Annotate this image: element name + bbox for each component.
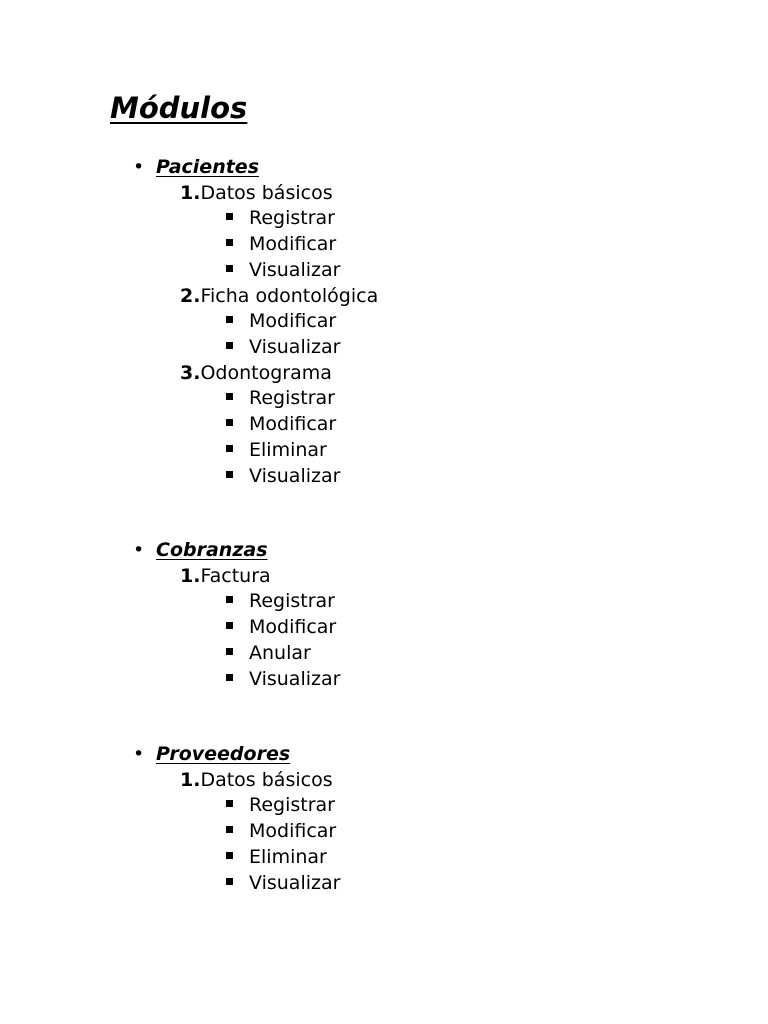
page-title: Módulos xyxy=(110,91,248,125)
section-item xyxy=(180,767,333,793)
square-bullet-icon xyxy=(226,213,233,220)
action-label: Visualizar xyxy=(249,872,341,894)
action-label: Modificar xyxy=(249,616,337,638)
module-name: Pacientes xyxy=(156,156,259,178)
square-bullet-icon xyxy=(226,878,233,885)
module-item xyxy=(133,537,268,563)
module-item xyxy=(133,154,259,180)
square-bullet-icon xyxy=(226,239,233,246)
section-item xyxy=(180,360,332,386)
square-bullet-icon xyxy=(226,265,233,272)
section-item xyxy=(180,283,378,309)
module-name: Proveedores xyxy=(156,743,291,765)
action-label: Visualizar xyxy=(249,336,341,358)
square-bullet-icon xyxy=(226,800,233,807)
action-label: Anular xyxy=(249,642,311,664)
square-bullet-icon xyxy=(226,316,233,323)
action-label: Visualizar xyxy=(249,465,341,487)
action-label: Modificar xyxy=(249,233,337,255)
action-item xyxy=(226,614,336,640)
action-item xyxy=(226,463,340,489)
square-bullet-icon xyxy=(226,342,233,349)
section-number: 3. xyxy=(180,362,201,384)
action-item xyxy=(226,666,340,692)
square-bullet-icon xyxy=(226,393,233,400)
action-item xyxy=(226,334,340,360)
action-item xyxy=(226,411,336,437)
action-label: Registrar xyxy=(249,794,335,816)
action-item xyxy=(226,844,327,870)
action-label: Visualizar xyxy=(249,259,341,281)
action-item xyxy=(226,792,335,818)
square-bullet-icon xyxy=(226,648,233,655)
action-item xyxy=(226,640,311,666)
section-item xyxy=(180,180,333,206)
action-label: Visualizar xyxy=(249,668,341,690)
action-label: Registrar xyxy=(249,590,335,612)
square-bullet-icon xyxy=(226,596,233,603)
action-item xyxy=(226,818,336,844)
action-label: Registrar xyxy=(249,387,335,409)
action-item xyxy=(226,231,336,257)
action-label: Registrar xyxy=(249,207,335,229)
section-label: Ficha odontológica xyxy=(200,285,379,307)
bullet-icon: • xyxy=(133,156,145,178)
action-item xyxy=(226,385,335,411)
action-item xyxy=(226,437,327,463)
section-number: 1. xyxy=(180,769,201,791)
action-label: Eliminar xyxy=(249,846,327,868)
section-label: Datos básicos xyxy=(200,182,333,204)
section-number: 2. xyxy=(180,285,201,307)
action-label: Modificar xyxy=(249,413,337,435)
action-item xyxy=(226,588,335,614)
square-bullet-icon xyxy=(226,826,233,833)
action-item xyxy=(226,308,336,334)
section-number: 1. xyxy=(180,182,201,204)
section-label: Datos básicos xyxy=(200,769,333,791)
action-label: Eliminar xyxy=(249,439,327,461)
action-item xyxy=(226,257,340,283)
square-bullet-icon xyxy=(226,471,233,478)
square-bullet-icon xyxy=(226,445,233,452)
action-label: Modificar xyxy=(249,310,337,332)
square-bullet-icon xyxy=(226,622,233,629)
action-item xyxy=(226,205,335,231)
module-name: Cobranzas xyxy=(156,539,268,561)
section-label: Odontograma xyxy=(200,362,332,384)
action-label: Modificar xyxy=(249,820,337,842)
square-bullet-icon xyxy=(226,852,233,859)
module-item xyxy=(133,741,290,767)
bullet-icon: • xyxy=(133,743,145,765)
section-label: Factura xyxy=(200,565,271,587)
bullet-icon: • xyxy=(133,539,145,561)
square-bullet-icon xyxy=(226,674,233,681)
square-bullet-icon xyxy=(226,419,233,426)
action-item xyxy=(226,870,340,896)
section-item xyxy=(180,563,271,589)
section-number: 1. xyxy=(180,565,201,587)
